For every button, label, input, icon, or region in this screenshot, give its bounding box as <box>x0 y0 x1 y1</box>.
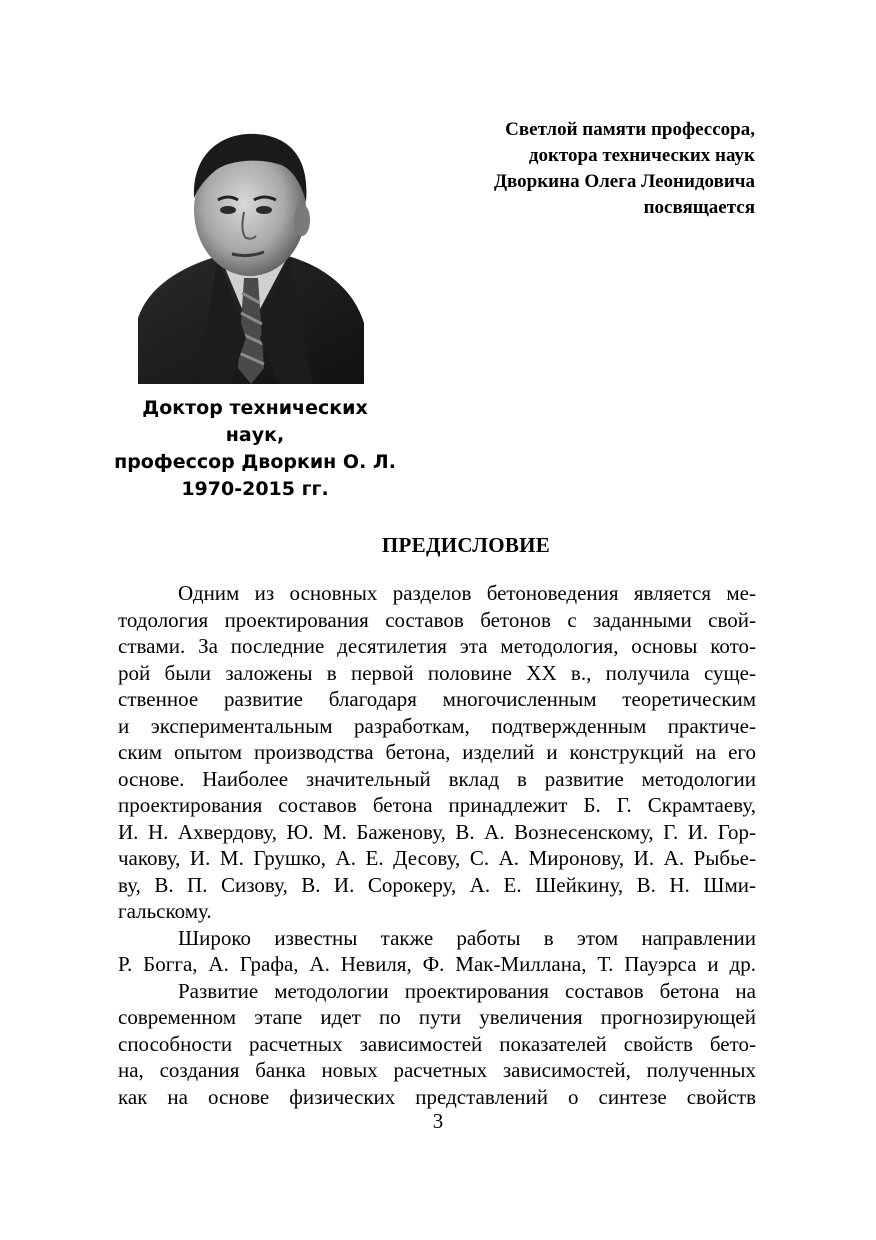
page-number: 3 <box>432 1109 444 1133</box>
dedication-line: Светлой памяти профессора, <box>505 119 755 140</box>
portrait-photo <box>138 128 364 384</box>
paragraph <box>118 978 756 1111</box>
body-text <box>118 580 756 1110</box>
text-line: гальскому. <box>118 899 212 923</box>
text-line: Развитие методологии проектирования составов бетона на <box>178 978 756 1003</box>
photo-caption <box>110 395 400 503</box>
text-line: рой были заложены в первой половине XX в., получила суще- <box>118 660 756 685</box>
text-line: Широко известны также работы в этом направлении <box>178 925 756 950</box>
text-line: Одним из основных разделов бетоноведения является ме- <box>178 581 756 605</box>
caption-line: Доктор технических наук, <box>142 397 368 446</box>
dedication-line: посвящается <box>643 197 755 218</box>
text-line: современном этапе идет по пути увеличения прогнозирующей <box>118 1005 756 1029</box>
text-line: ским опытом производства бетона, изделий и конструкций на его <box>118 740 756 764</box>
text-line: ву, В. П. Сизову, В. И. Сорокеру, А. Е. Шейкину, В. Н. Шми- <box>118 872 756 897</box>
text-line: Р. Богга, А. Графа, А. Невиля, Ф. Мак-Миллана, Т. Пауэрса и др. <box>118 952 756 976</box>
dedication-line: Дворкина Олега Леонидовича <box>493 171 755 192</box>
text-line: ствами. За последние десятилетия эта методология, основы кото- <box>118 634 756 658</box>
text-line: И. Н. Ахвердову, Ю. М. Баженову, В. А. Вознесенскому, Г. И. Гор- <box>118 819 756 844</box>
caption-line: 1970-2015 гг. <box>181 478 329 500</box>
section-heading: ПРЕДИСЛОВИЕ <box>381 533 551 557</box>
caption-line: профессор Дворкин О. Л. <box>114 451 396 473</box>
text-line: проектирования составов бетона принадлежит Б. Г. Скрамтаеву, <box>118 793 756 817</box>
paragraph <box>118 925 756 978</box>
text-line: основе. Наиболее значительный вклад в развитие методологии <box>118 766 756 791</box>
text-line: тодология проектирования составов бетонов с заданными свой- <box>118 607 756 632</box>
text-line: чакову, И. М. Грушко, А. Е. Десову, С. А. Миронову, И. А. Рыбье- <box>118 846 756 870</box>
portrait-illustration <box>138 128 364 384</box>
text-line: ственное развитие благодаря многочисленным теоретическим <box>118 687 756 711</box>
text-line: на, создания банка новых расчетных зависимостей, полученных <box>118 1058 756 1082</box>
dedication-line: доктора технических наук <box>528 145 755 166</box>
text-line: как на основе физических представлений о синтезе свойств <box>118 1084 756 1109</box>
text-line: способности расчетных зависимостей показателей свойств бето- <box>118 1031 756 1056</box>
paragraph <box>118 580 756 925</box>
text-line: и экспериментальным разработкам, подтвержденным практиче- <box>118 713 756 738</box>
dedication <box>355 117 755 221</box>
